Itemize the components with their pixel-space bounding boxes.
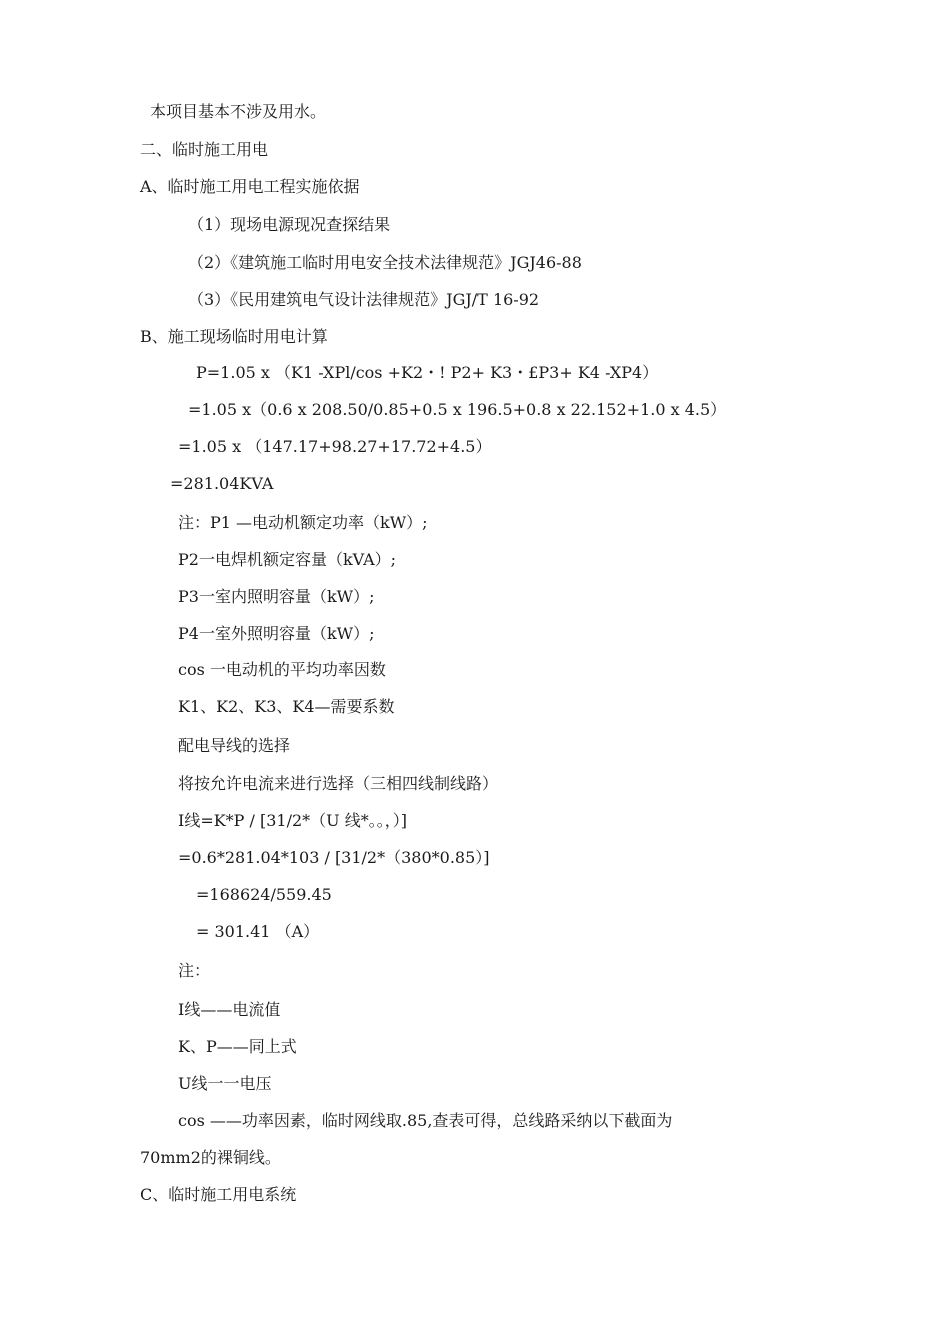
formula-line: =281.04KVA bbox=[170, 474, 274, 493]
note-line: cos 一电动机的平均功率因数 bbox=[178, 660, 386, 679]
formula-line: =1.05 x（0.6 x 208.50/0.85+0.5 x 196.5+0.8 x 22.152+1.0 x 4.5） bbox=[188, 400, 727, 419]
note-line: K1、K2、K3、K4—需要系数 bbox=[178, 697, 395, 716]
note-line: cos ——功率因素，临时网线取.85,查表可得，总线路采纳以下截面为 bbox=[178, 1111, 673, 1130]
note-line: P2一电焊机额定容量（kVA）; bbox=[178, 550, 397, 569]
note-line: I线——电流值 bbox=[178, 1000, 281, 1019]
text-line: 本项目基本不涉及用水。 bbox=[150, 102, 327, 121]
subsection-heading: C、临时施工用电系统 bbox=[140, 1185, 297, 1204]
note-line: 70mm2的裸铜线。 bbox=[140, 1148, 281, 1167]
note-line: K、P——同上式 bbox=[178, 1037, 297, 1056]
list-item: （1）现场电源现况查探结果 bbox=[188, 215, 391, 234]
subsection-heading: A、临时施工用电工程实施依据 bbox=[140, 177, 360, 196]
section-heading: 二、临时施工用电 bbox=[140, 140, 269, 159]
formula-line: =1.05 x （147.17+98.27+17.72+4.5） bbox=[178, 437, 492, 456]
formula-line: =0.6*281.04*103 / [31/2*（380*0.85）] bbox=[178, 848, 490, 867]
note-line: 注：P1 —电动机额定功率（kW）; bbox=[178, 513, 428, 532]
formula-line: =168624/559.45 bbox=[196, 885, 332, 904]
note-line: P3一室内照明容量（kW）; bbox=[178, 587, 375, 606]
formula-line: = 301.41 （A） bbox=[196, 922, 320, 941]
note-line: U线一一电压 bbox=[178, 1074, 272, 1093]
formula-line: P=1.05 x （K1 -XPl/cos +K2・! P2+ K3・£P3+ K4 -XP4） bbox=[196, 363, 659, 382]
list-item: （3）《民用建筑电气设计法律规范》JGJ/T 16-92 bbox=[188, 290, 540, 309]
text-line: 将按允许电流来进行选择（三相四线制线路） bbox=[178, 774, 499, 793]
formula-line: I线=K*P / [31/2*（U 线*。。，）] bbox=[178, 811, 407, 830]
subsection-heading: B、施工现场临时用电计算 bbox=[140, 327, 328, 346]
note-line: 注： bbox=[178, 961, 211, 980]
list-item: （2）《建筑施工临时用电安全技术法律规范》JGJ46-88 bbox=[188, 253, 582, 272]
text-line: 配电导线的选择 bbox=[178, 736, 291, 755]
note-line: P4一室外照明容量（kW）; bbox=[178, 624, 375, 643]
